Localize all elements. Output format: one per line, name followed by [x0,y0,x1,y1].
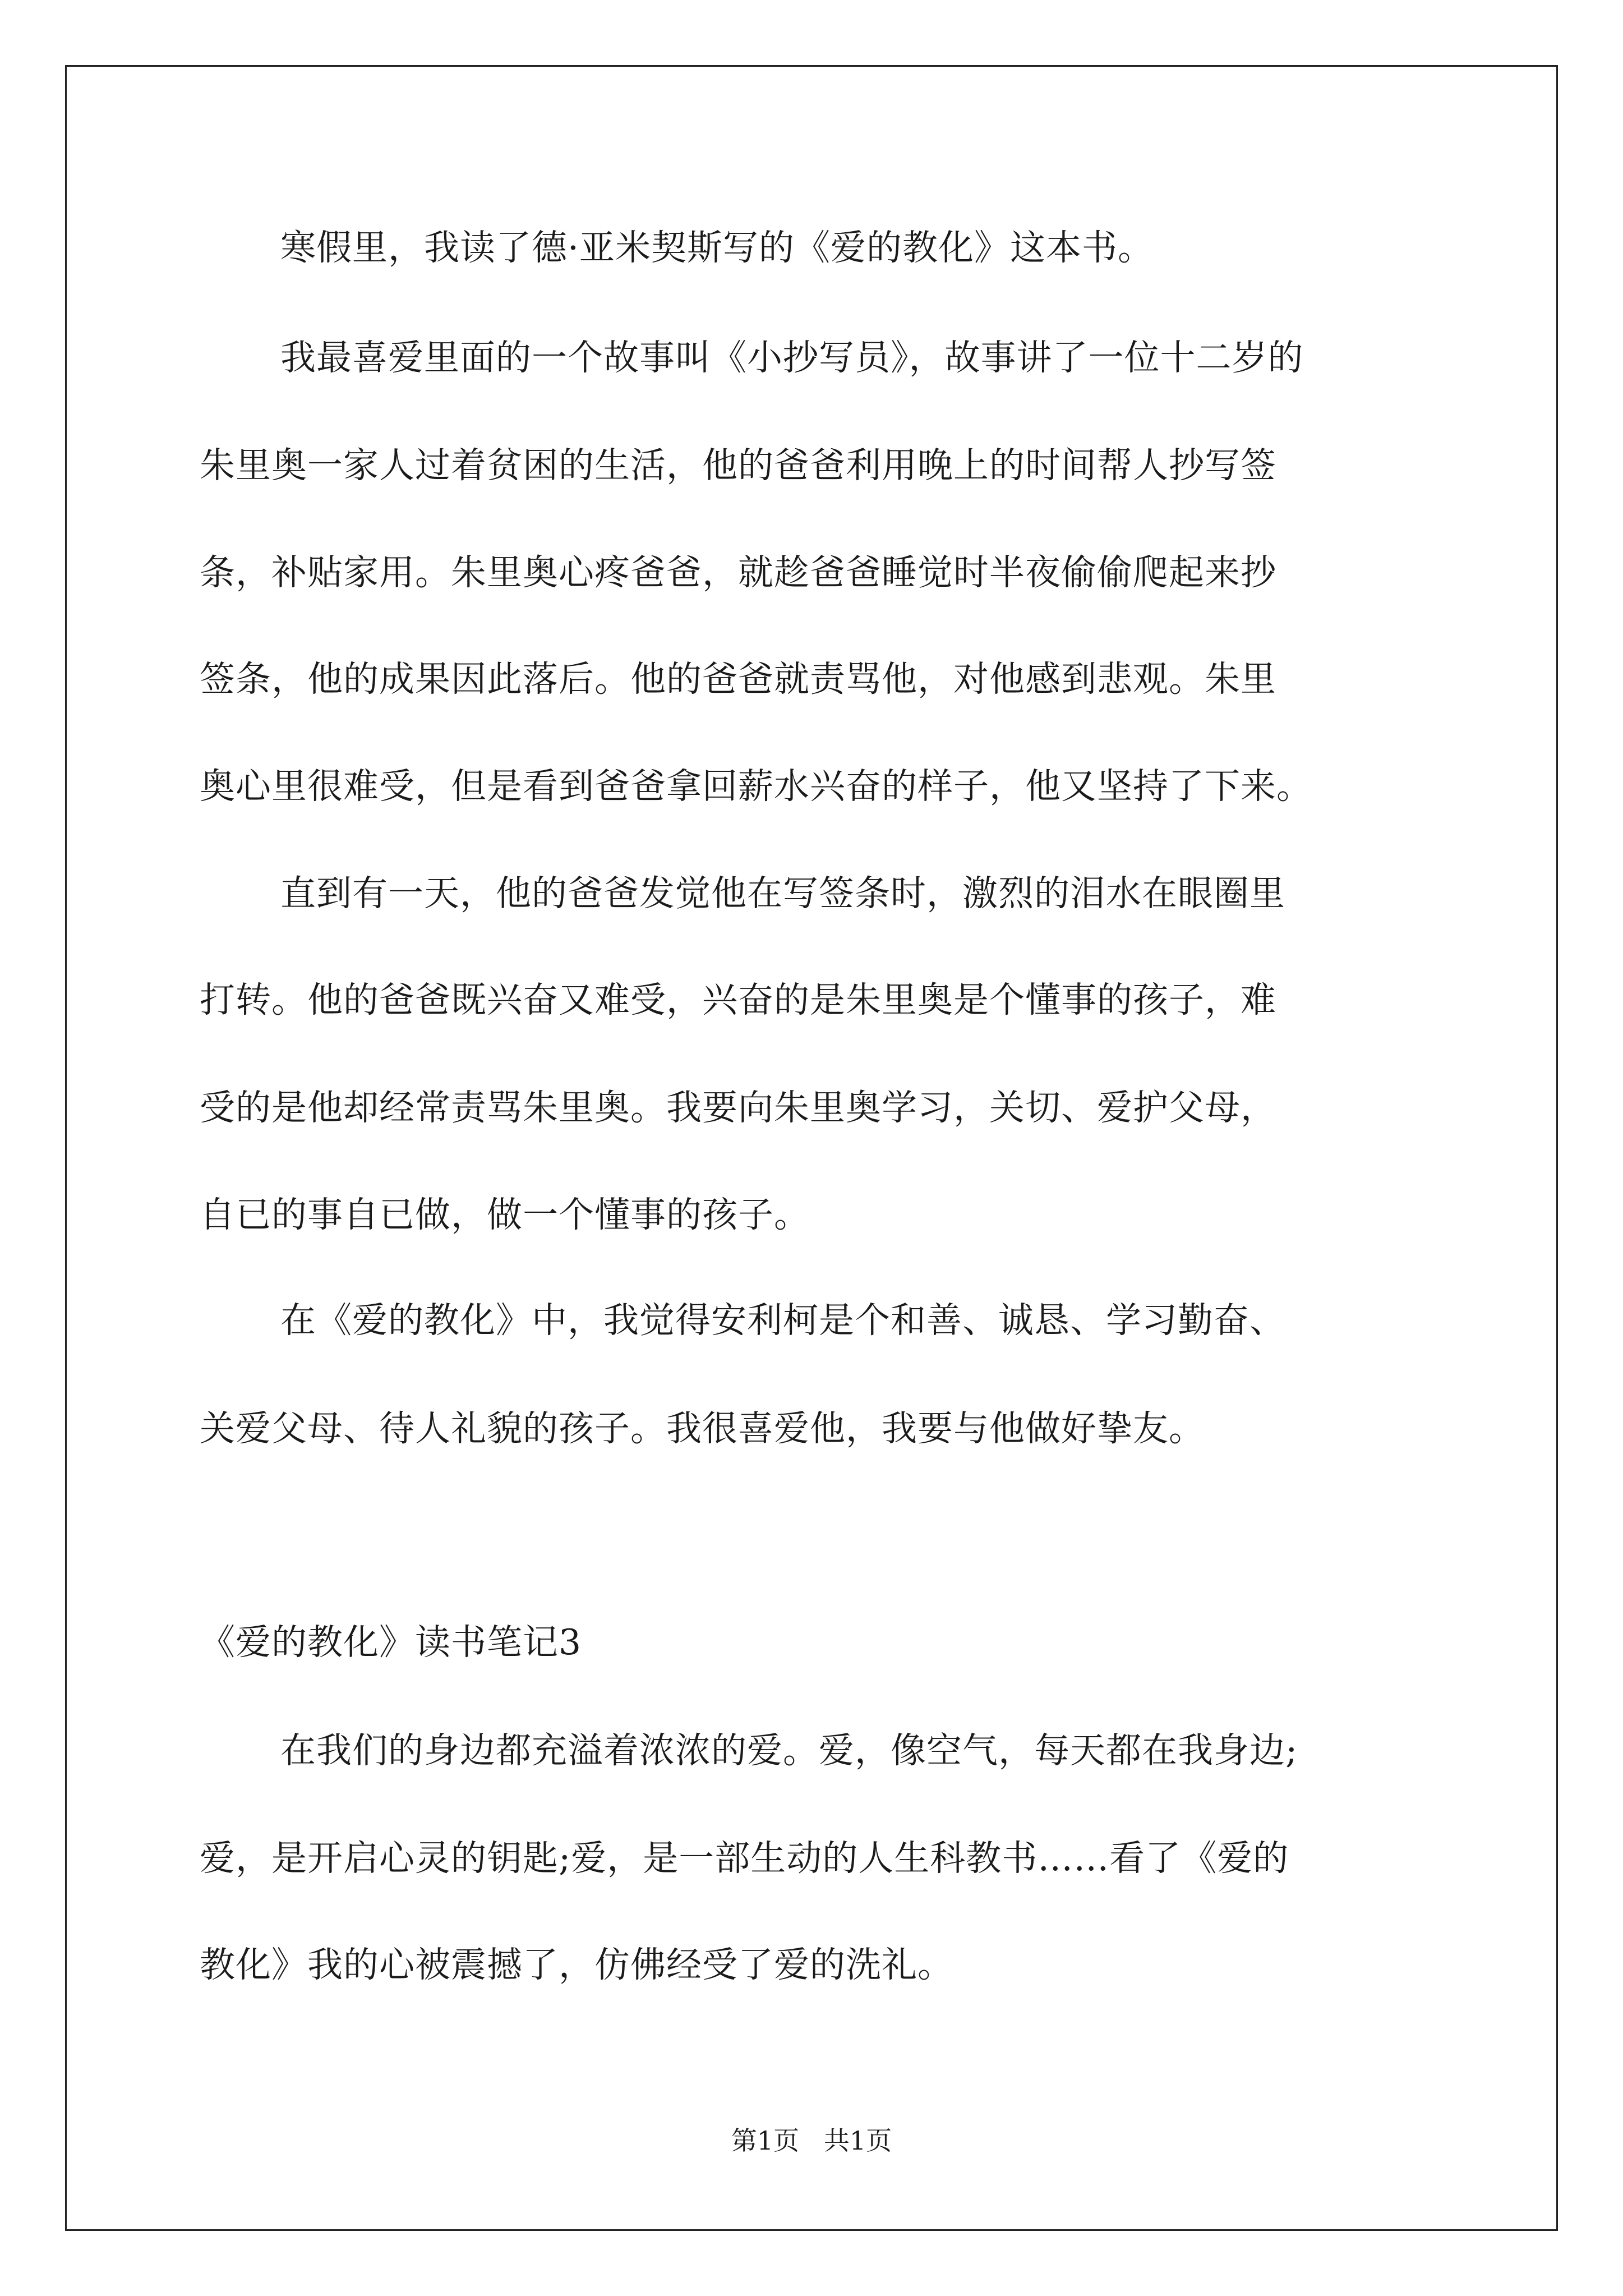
paragraph-line: 爱，是开启心灵的钥匙;爱，是一部生动的人生科教书……看了《爱的 [200,1838,1289,1879]
paragraph-line: 打转。他的爸爸既兴奋又难受，兴奋的是朱里奥是个懂事的孩子，难 [200,979,1276,1020]
page-border [65,65,1558,2231]
paragraph-line: 受的是他却经常责骂朱里奥。我要向朱里奥学习，关切、爱护父母， [200,1087,1276,1128]
paragraph-line: 直到有一天，他的爸爸发觉他在写签条时，激烈的泪水在眼圈里 [280,873,1285,914]
section-heading: 《爱的教化》读书笔记3 [200,1622,582,1663]
paragraph-line: 在我们的身边都充溢着浓浓的爱。爱，像空气，每天都在我身边; [280,1730,1298,1771]
paragraph-line: 寒假里，我读了德·亚米契斯写的《爱的教化》这本书。 [280,227,1154,268]
page-footer: 第1页 共1页 [731,2125,892,2156]
paragraph-line: 在《爱的教化》中，我觉得安利柯是个和善、诚恳、学习勤奋、 [280,1300,1285,1341]
paragraph-line: 奥心里很难受，但是看到爸爸拿回薪水兴奋的样子，他又坚持了下来。 [200,766,1312,807]
paragraph-line: 教化》我的心被震撼了，仿佛经受了爱的洗礼。 [200,1944,953,1985]
paragraph-line: 朱里奥一家人过着贫困的生活，他的爸爸利用晚上的时间帮人抄写签 [200,445,1276,486]
paragraph-line: 关爱父母、待人礼貌的孩子。我很喜爱他，我要与他做好挚友。 [200,1408,1205,1449]
paragraph-line: 我最喜爱里面的一个故事叫《小抄写员》，故事讲了一位十二岁的 [280,337,1304,378]
paragraph-line: 自已的事自已做，做一个懂事的孩子。 [200,1194,810,1235]
paragraph-line: 签条，他的成果因此落后。他的爸爸就责骂他，对他感到悲观。朱里 [200,659,1276,700]
paragraph-line: 条，补贴家用。朱里奥心疼爸爸，就趁爸爸睡觉时半夜偷偷爬起来抄 [200,552,1276,593]
